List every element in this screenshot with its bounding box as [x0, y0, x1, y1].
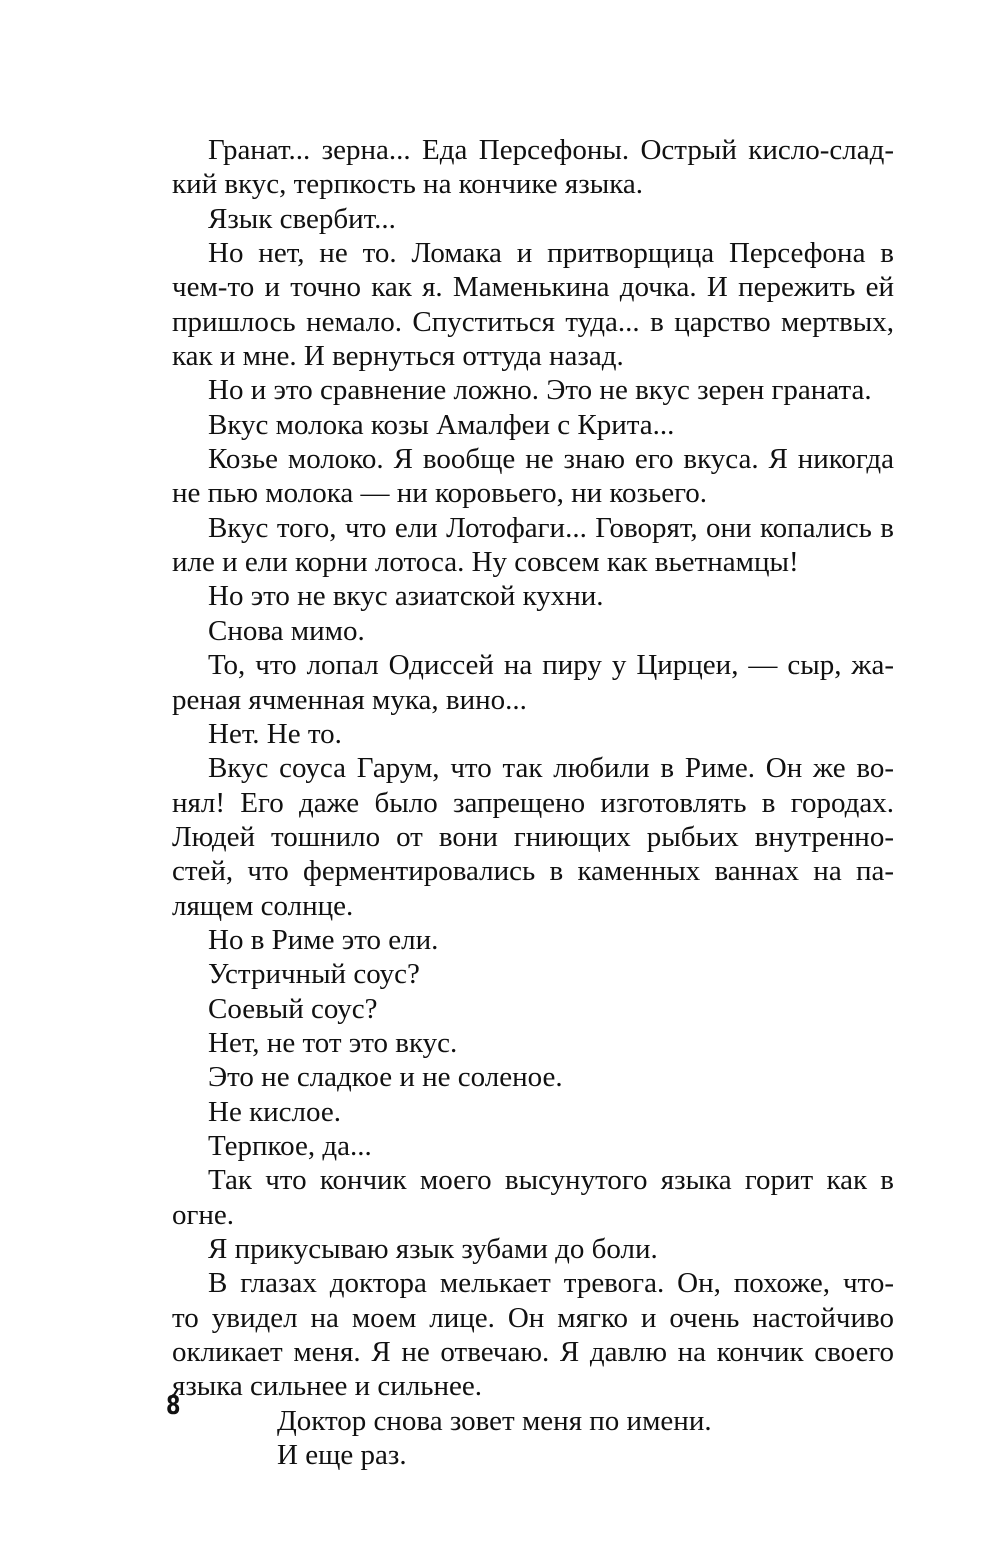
text-line: Нет, не тот это вкус. [208, 1026, 458, 1059]
text-line: Так что кончик моего высунутого языка горит как в [208, 1164, 894, 1197]
text-line: Но и это сравнение ложно. Это не вкус зерен граната. [208, 374, 872, 407]
text-line: нял! Его даже было запрещено изготовлять в городах. [172, 786, 894, 819]
body-text [172, 133, 894, 1472]
text-line: То, что лопал Одиссей на пиру у Цирцеи, — сыр, жа- [208, 649, 894, 682]
text-line: Вкус соуса Гарум, что так любили в Риме. Он же во- [208, 752, 894, 785]
text-line: Доктор снова зовет меня по имени. [277, 1404, 712, 1437]
text-line: реная ячменная мука, вино... [172, 683, 527, 716]
text-line: Устричный соус? [208, 958, 420, 991]
text-line: огне. [172, 1198, 235, 1231]
text-line: окликает меня. Я не отвечаю. Я давлю на кончик своего [172, 1336, 894, 1369]
text-line: Соевый соус? [208, 992, 378, 1025]
text-line: Терпкое, да... [208, 1129, 372, 1162]
text-line: Я прикусываю язык зубами до боли. [208, 1233, 658, 1265]
text-line: Козье молоко. Я вообще не знаю его вкуса. Я никогда [208, 443, 894, 476]
text-line: Не кислое. [208, 1095, 341, 1128]
text-line: иле и ели корни лотоса. Ну совсем как вьетнамцы! [172, 546, 799, 579]
text-line: то увидел на моем лице. Он мягко и очень настойчиво [172, 1301, 894, 1334]
text-line: Это не сладкое и не соленое. [208, 1061, 563, 1094]
text-line: Вкус того, что ели Лотофаги... Говорят, они копались в [208, 511, 894, 544]
text-line: языка сильнее и сильнее. [172, 1370, 483, 1403]
page-number: 8 [166, 1391, 181, 1421]
text-line: Вкус молока козы Амалфеи с Крита... [208, 408, 675, 441]
text-line: Язык свербит... [208, 202, 396, 235]
text-line: И еще раз. [277, 1439, 407, 1472]
text-line: Снова мимо. [208, 614, 365, 647]
text-line: Нет. Не то. [208, 717, 342, 750]
text-line: не пью молока — ни коровьего, ни козьего. [172, 477, 708, 510]
text-line: Но в Риме это ели. [208, 923, 439, 956]
text-line: Гранат... зерна... Еда Персефоны. Острый кисло-слад- [208, 134, 894, 166]
text-line: Но нет, не то. Ломака и притворщица Персефона в [208, 237, 894, 270]
text-line: В глазах доктора мелькает тревога. Он, похоже, что- [208, 1267, 894, 1300]
text-line: как и мне. И вернуться оттуда назад. [172, 340, 624, 373]
text-line: лящем солнце. [172, 889, 354, 922]
text-line: пришлось немало. Спуститься туда... в царство мертвых, [172, 305, 894, 338]
text-line: Но это не вкус азиатской кухни. [208, 580, 604, 613]
text-line: Людей тошнило от вони гниющих рыбьих внутренно- [172, 820, 894, 853]
text-line: стей, что ферментировались в каменных ваннах на па- [172, 855, 894, 888]
text-line: чем-то и точно как я. Маменькина дочка. И пережить ей [172, 271, 894, 304]
text-line: кий вкус, терпкость на кончике языка. [172, 168, 643, 201]
